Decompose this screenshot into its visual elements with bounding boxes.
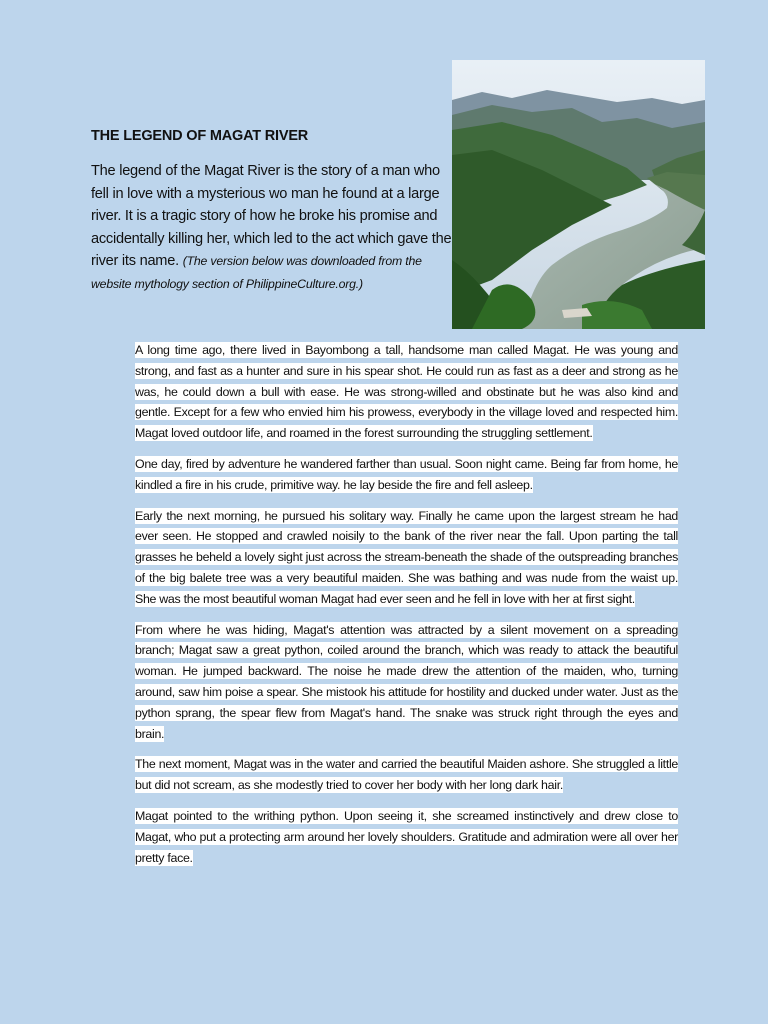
story-paragraph	[135, 806, 678, 868]
story-paragraph-text: Early the next morning, he pursued his solitary way. Finally he came upon the largest stream he had ever seen. He stopped and crawled noisily to the bank of the river near the fall. Upon parting the tall grasses he beheld a lovely sight just across the stream-beneath the shade of the outspreading branches of the big balete tree was a very beautiful maiden. She was bathing and was nude from the waist up. She was the most beautiful woman Magat had ever seen and he fell in love with her at first sight.	[135, 508, 678, 606]
intro-paragraph	[91, 160, 453, 295]
story-paragraph-text: One day, fired by adventure he wandered farther than usual. Soon night came. Being far from home, he kindled a fire in his crude, primitive way. he lay beside the fire and fell asleep.	[135, 456, 678, 492]
story-paragraph-text: Magat pointed to the writhing python. Upon seeing it, she screamed instinctively and drew close to Magat, who put a protecting arm around her lovely shoulders. Gratitude and admiration were all over her pretty face.	[135, 808, 678, 865]
story-paragraph-text: The next moment, Magat was in the water and carried the beautiful Maiden ashore. She struggled a little but did not scream, as she modestly tried to cover her body with her long dark hair.	[135, 757, 678, 793]
document-title: THE LEGEND OF MAGAT RIVER	[91, 128, 309, 144]
story-paragraph-text: From where he was hiding, Magat's attention was attracted by a silent movement on a spreading branch; Magat saw a great python, coiled around the branch, which was ready to attack the beautiful woman. He jumped backward. The noise he made drew the attention of the maiden, who, turning around, saw him poise a spear. She mistook his attitude for hostility and ducked under water. Just as the python sprang, the spear flew from Magat's hand. The snake was struck right through the eyes and brain.	[135, 622, 678, 741]
story-paragraph	[135, 340, 678, 444]
source-note: (The version below was downloaded from the website mythology section of PhilippineCulture.org.)	[91, 254, 422, 291]
river-valley-photo	[452, 60, 705, 329]
story-body	[135, 340, 678, 878]
story-paragraph-text: A long time ago, there lived in Bayombong a tall, handsome man called Magat. He was young and strong, and fast as a hunter and sure in his spear shot. He could run as fast as a deer and strong as he was, he could down a bull with ease. He was strong-willed and obstinate but he was also kind and gentle. Except for a few who envied him his prowess, everybody in the village loved and respected him. Magat loved outdoor life, and roamed in the forest surrounding the struggling settlement.	[135, 343, 678, 441]
river-valley-photo-icon	[452, 60, 705, 329]
story-paragraph	[135, 506, 678, 610]
story-paragraph	[135, 754, 678, 796]
story-paragraph	[135, 454, 678, 496]
intro-text: The legend of the Magat River is the story of a man who fell in love with a mysterious wo man he found at a large river. It is a tragic story of how he broke his promise and accidentally killing her, which led to the act which gave the river its name.	[91, 163, 452, 269]
story-paragraph	[135, 620, 678, 745]
